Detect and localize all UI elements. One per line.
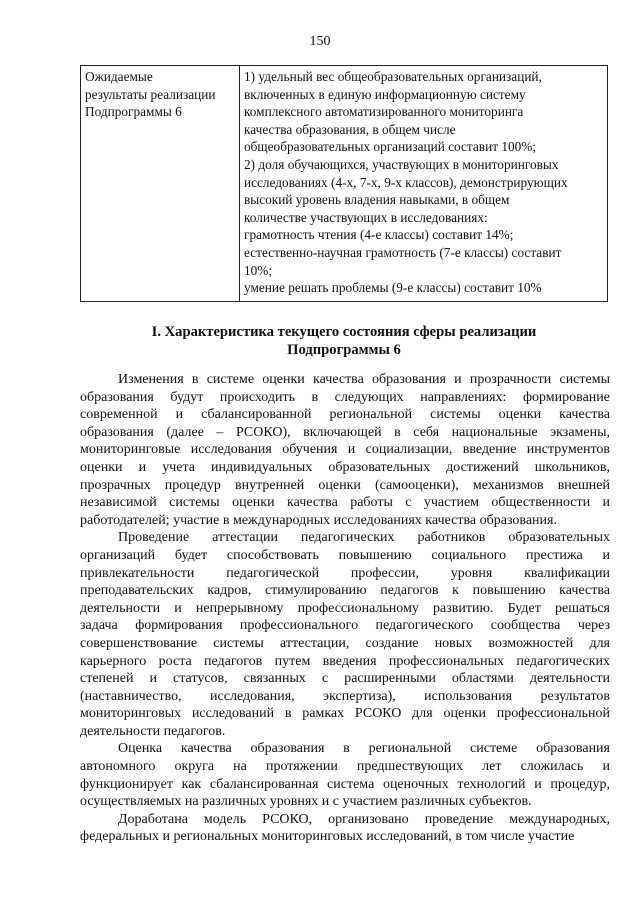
- paragraph-line: задача формирования профессионального педагогического сообщества через: [80, 618, 610, 634]
- paragraph-line: (наставничество, исследования, экспертиза), использования результатов: [80, 688, 610, 704]
- body-text: [80, 371, 610, 846]
- paragraph-line: автономного округа на протяжении предшествующих лет сложилась и: [80, 759, 610, 775]
- paragraph-line: образования (далее – РСОКО), включающей в себя национальные экзамены,: [80, 424, 610, 440]
- table-label-cell: [81, 66, 240, 302]
- paragraph-line: деятельности педагогов.: [80, 723, 226, 739]
- table-row: [81, 66, 608, 302]
- paragraph-line: независимой системы оценки качества работы с участием общественности и: [80, 495, 610, 511]
- table-result-line: комплексного автоматизированного мониторинга: [244, 104, 524, 120]
- table-result-line: количестве участвующих в исследованиях:: [244, 209, 488, 225]
- paragraph-line: Доработана модель РСОКО, организовано проведение международных,: [118, 811, 610, 827]
- paragraph-line: федеральных и региональных мониторинговых исследований, в том числе участие: [80, 829, 575, 845]
- paragraph: [80, 529, 610, 740]
- table-result-line: 1) удельный вес общеобразовательных организаций,: [244, 69, 542, 84]
- paragraph-line: осуществляемых на различных уровнях и с участием различных субъектов.: [80, 794, 532, 810]
- table-label-line: Ожидаемые: [85, 69, 153, 84]
- section-heading: [80, 323, 608, 359]
- table-label-line: результаты реализации: [85, 86, 216, 102]
- table-result-line: грамотность чтения (4-е классы) составит 14%;: [244, 227, 514, 243]
- paragraph-line: образования будут происходить в следующих направлениях: формирование: [80, 389, 610, 405]
- paragraph-line: прозрачных процедур внутренней оценки (самооценки), механизмов внешней: [80, 477, 610, 493]
- section-heading-line: Подпрограммы 6: [287, 342, 401, 358]
- paragraph-line: работодателей; участие в международных исследованиях качества образования.: [80, 512, 557, 528]
- paragraph: [80, 740, 610, 810]
- paragraph-line: функционирует как сбалансированная система оценочных технологий и процедур,: [80, 776, 610, 792]
- table-label-line: Подпрограммы 6: [85, 104, 182, 120]
- table-result-line: качества образования, в общем числе: [244, 121, 456, 137]
- table-result-line: общеобразовательных организаций составит 100%;: [244, 139, 537, 155]
- paragraph-line: деятельности и непрерывному профессиональному развитию. Будет решаться: [80, 600, 610, 616]
- table-result-line: высокий уровень владения навыками, в общем: [244, 192, 510, 208]
- paragraph-line: Оценка качества образования в региональной системе образования: [118, 741, 610, 757]
- table-results-cell: [240, 66, 608, 302]
- paragraph-line: мониторинговых исследований в рамках РСОКО для оценки профессиональной: [80, 706, 610, 722]
- table-result-line: исследованиях (4-х, 7-х, 9-х классов), демонстрирующих: [244, 174, 568, 190]
- paragraph-line: мониторинговые исследования обучения и социализации, введение инструментов: [80, 442, 610, 458]
- paragraph-line: организаций будет способствовать повышению социального престижа и: [80, 547, 610, 563]
- paragraph-line: привлекательности педагогической профессии, уровня квалификации: [80, 565, 610, 581]
- paragraph: [80, 371, 610, 529]
- section-heading-line: I. Характеристика текущего состояния сферы реализации: [151, 324, 537, 340]
- paragraph: [80, 811, 610, 846]
- paragraph-line: степеней и статусов, связанных с расширенными областями деятельности: [80, 671, 610, 687]
- paragraph-line: Проведение аттестации педагогических работников образовательных: [118, 530, 610, 546]
- expected-results-table: [80, 65, 608, 302]
- paragraph-line: преподавательских кадров, стимулированию педагогов к повышению качества: [80, 583, 610, 599]
- table-result-line: 10%;: [244, 262, 273, 278]
- table-result-line: умение решать проблемы (9-е классы) составит 10%: [244, 280, 542, 296]
- paragraph-line: Изменения в системе оценки качества образования и прозрачности системы: [118, 372, 610, 387]
- paragraph-line: карьерного роста педагогов путем введения профессиональных педагогических: [80, 653, 610, 669]
- paragraph-line: оценки и учета индивидуальных образовательных достижений школьников,: [80, 459, 610, 475]
- paragraph-line: современной и сбалансированной региональной системы оценки качества: [80, 407, 610, 423]
- page-number: 150: [309, 34, 331, 49]
- paragraph-line: совершенствование системы аттестации, создание новых возможностей для: [80, 635, 610, 651]
- table-result-line: включенных в единую информационную систему: [244, 86, 526, 102]
- table-result-line: естественно-научная грамотность (7-е классы) составит: [244, 244, 562, 260]
- table-result-line: 2) доля обучающихся, участвующих в мониторинговых: [244, 156, 559, 172]
